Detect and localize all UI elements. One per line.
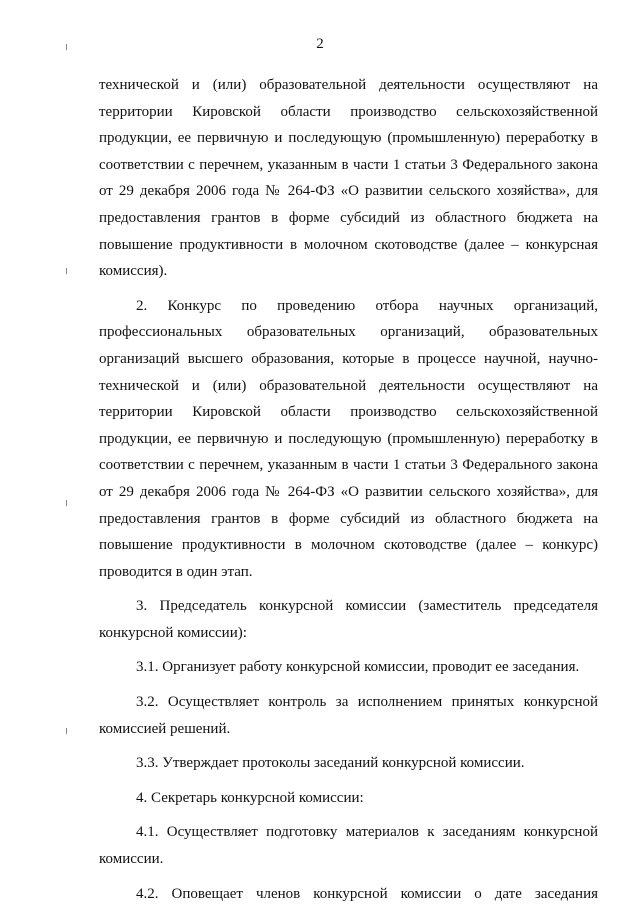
scan-margin-mark	[66, 44, 67, 50]
paragraph-2: 2. Конкурс по проведению отбора научных организаций, профессиональных образовательных организаций, образовательных организаций высшего образования, которые в процессе научной, научно-технической и (или) образовательной деятельности осуществляют на территории Кировской области производство сельскохозяйственной продукции, ее первичную и последующую (промышленную) переработку в соответствии с перечнем, указанным в части 1 статьи 3 Федерального закона от 29 декабря 2006 года № 264-ФЗ «О развитии сельского хозяйства», для предоставления грантов в форме субсидий из областного бюджета на повышение продуктивности в молочном скотоводстве (далее – конкурс) проводится в один этап.	[99, 297, 598, 580]
paragraph-continuation: технической и (или) образовательной деятельности осуществляют на территории Кировской области производство сельскохозяйственной продукции, ее первичную и последующую (промышленную) переработку в соответствии с перечнем, указанным в части 1 статьи 3 Федерального закона от 29 декабря 2006 года № 264-ФЗ «О развитии сельского хозяйства», для предоставления грантов в форме субсидий из областного бюджета на повышение продуктивности в молочном скотоводстве (далее – конкурсная комиссия).	[99, 77, 598, 280]
scan-margin-mark	[66, 268, 67, 274]
paragraph-3-1: 3.1. Организует работу конкурсной комиссии, проводит ее заседания.	[136, 659, 580, 676]
paragraph-4-2: 4.2. Оповещает членов конкурсной комиссии о дате заседания	[136, 885, 598, 902]
scan-margin-mark	[66, 728, 67, 734]
paragraph-3-3: 3.3. Утверждает протоколы заседаний конкурсной комиссии.	[136, 755, 525, 772]
page-number: 2	[316, 36, 324, 52]
paragraph-4: 4. Секретарь конкурсной комиссии:	[136, 789, 364, 806]
paragraph-3: 3. Председатель конкурсной комиссии (заместитель председателя конкурсной комиссии):	[99, 598, 598, 641]
document-body	[99, 72, 598, 907]
paragraph-3-2: 3.2. Осуществляет контроль за исполнением принятых конкурсной комиссией решений.	[99, 694, 598, 737]
paragraph-4-1: 4.1. Осуществляет подготовку материалов к заседаниям конкурсной комиссии.	[99, 824, 598, 868]
scan-margin-mark	[66, 500, 67, 506]
